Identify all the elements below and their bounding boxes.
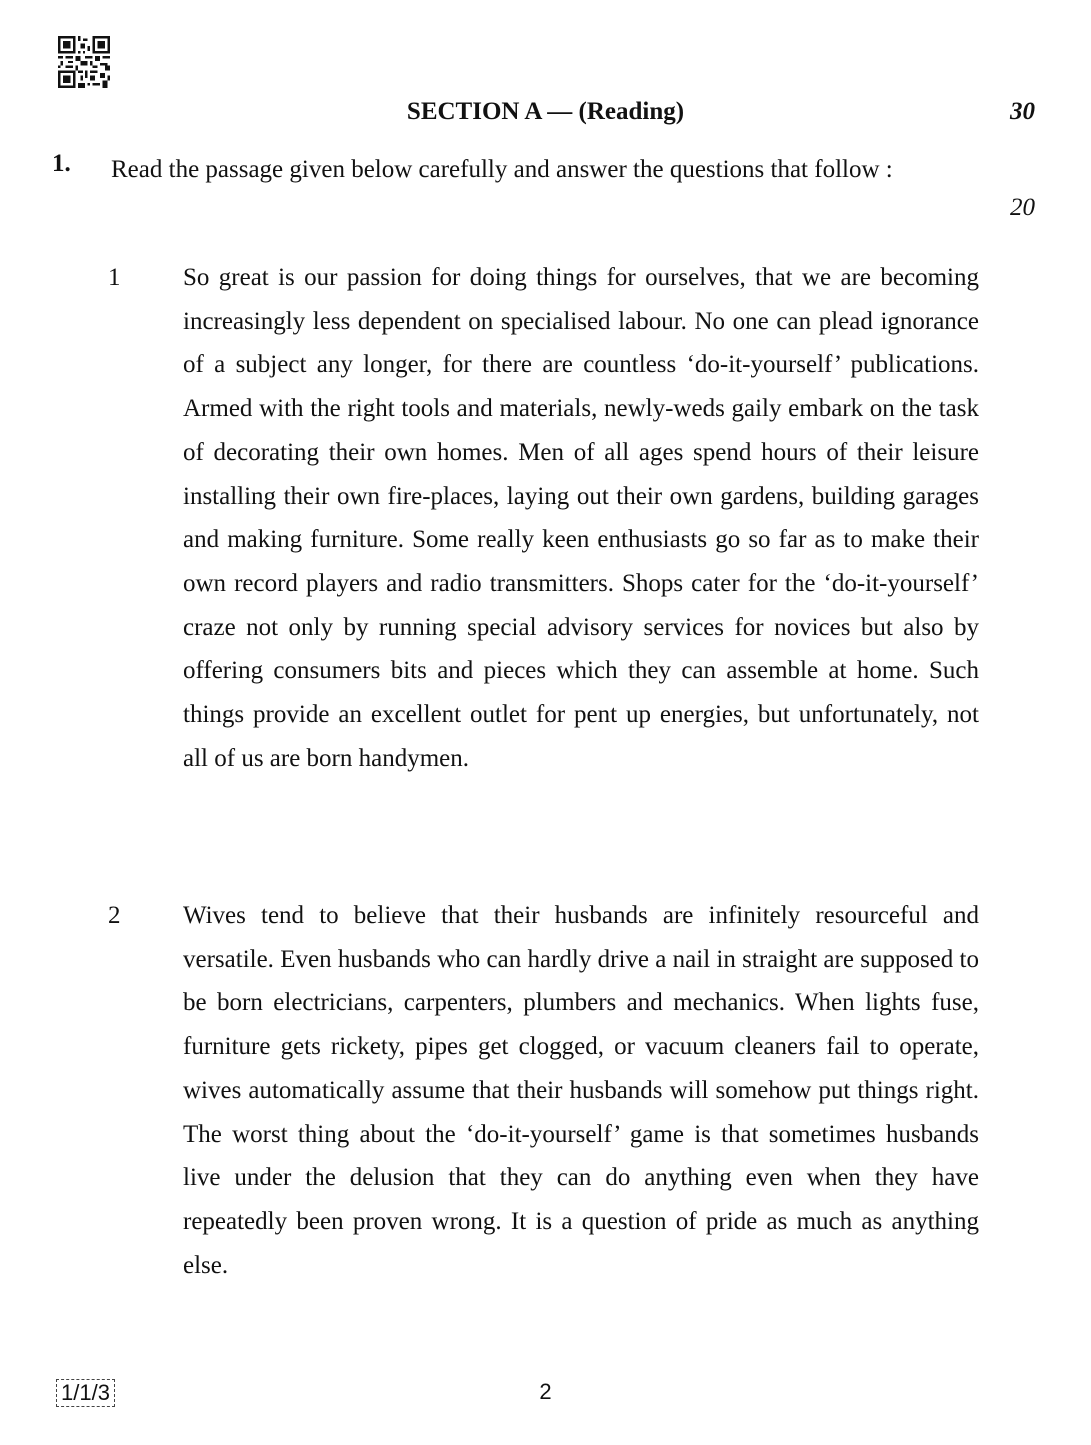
qr-code-icon [58,36,110,88]
paragraph-number: 2 [108,902,121,929]
section-marks: 30 [1010,98,1035,125]
paper-code-box: 1/1/3 [56,1379,115,1407]
passage-paragraph: So great is our passion for doing things for ourselves, that we are becoming increasingly less dependent on specialised labour. No one can plead ignorance of a subject any longer, for there are countless ‘do-it-yourself’ publications. Armed with the right tools and materials, newly-weds gaily embark on the task of decorating their own homes. Men of all ages spend hours of their leisure installing their own fire-places, laying out their own gardens, building garages and making furniture. Some really keen enthusiasts go so far as to make their own record players and radio transmitters. Shops cater for the ‘do-it-yourself’ craze not only by running special advisory services for novices but also by offering consumers bits and pieces which they can assemble at home. Such things provide an excellent outlet for pent up energies, but unfortunately, not all of us are born handymen. [183,264,979,772]
passage-paragraph: Wives tend to believe that their husbands are infinitely resourceful and versatile. Even husbands who can hardly drive a nail in straight are supposed to be born electricians, carpenters, plumbers and mechanics. When lights fuse, furniture gets rickety, pipes get clogged, or vacuum cleaners fail to operate, wives automatically assume that their husbands will somehow put things right. The worst thing about the ‘do-it-yourself’ game is that sometimes husbands live under the delusion that they can do anything even when they have repeatedly been proven wrong. It is a question of pride as much as anything else. [183,902,979,1279]
page-number: 2 [539,1379,552,1404]
question-marks: 20 [1010,194,1035,221]
section-title: SECTION A — (Reading) [406,98,685,125]
paragraph-number: 1 [108,264,121,291]
question-number: 1. [52,150,71,177]
question-text: Read the passage given below carefully and answer the questions that follow : [111,156,893,183]
